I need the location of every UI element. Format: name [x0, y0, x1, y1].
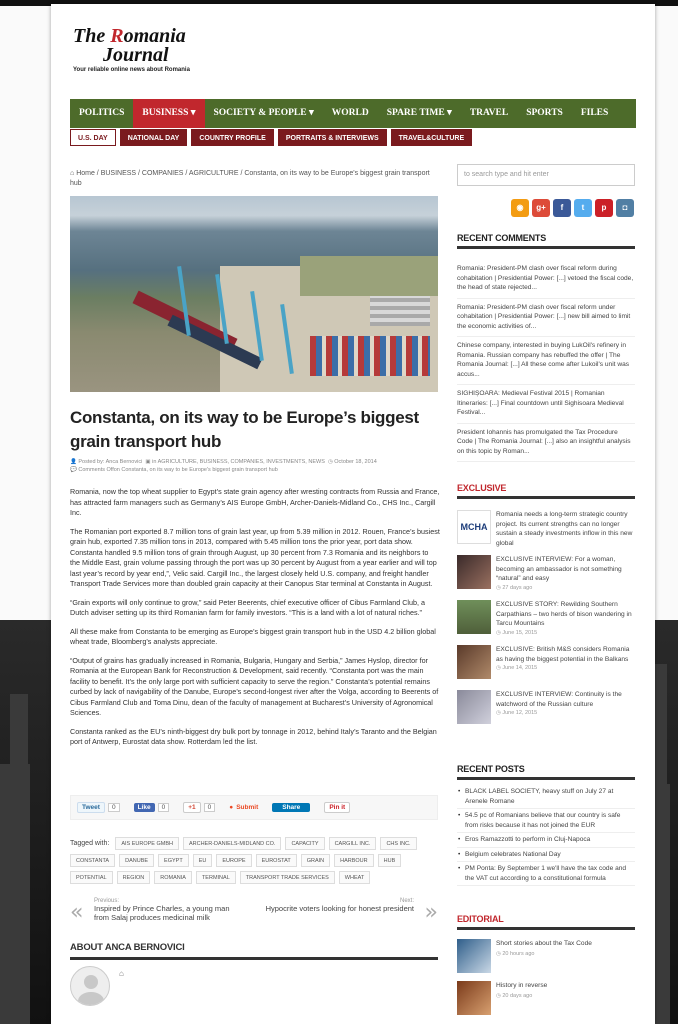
google-plus-button[interactable]: +1 0	[183, 802, 215, 813]
home-icon[interactable]: ⌂	[119, 969, 124, 978]
tag-list: Tagged with: AIS EUROPE GMBH ARCHER-DANIELS-MIDLAND CO. CAPACITY CARGILL INC. CHS INC. CONSTANTA DANUBE EGYPT EU EUROPE EUROSTAT GRAIN HARBOUR HUB POTENTIAL REGION ROMANIA TERMINAL TRANSPORT TRADE SERVICES WHEAT	[70, 837, 440, 884]
comments-icon: 💬	[70, 467, 77, 473]
tag[interactable]: EUROSTAT	[256, 854, 297, 867]
tag[interactable]: HARBOUR	[334, 854, 374, 867]
tag[interactable]: POTENTIAL	[70, 871, 113, 884]
share-bar	[70, 795, 438, 820]
tag[interactable]: GRAIN	[301, 854, 330, 867]
tag[interactable]: CONSTANTA	[70, 854, 115, 867]
recent-post-item[interactable]: • BLACK LABEL SOCIETY, heavy stuff on July 27 at Arenele Romane	[457, 785, 635, 809]
recent-post-item[interactable]: • 54.5 pc of Romanians believe that our country is safe from risks because it has not joined the EUR	[457, 809, 635, 833]
instagram-icon[interactable]: ◘	[616, 199, 634, 217]
tag[interactable]: DANUBE	[119, 854, 154, 867]
nav-travel[interactable]: TRAVEL	[469, 108, 509, 118]
exclusive-item[interactable]: EXCLUSIVE INTERVIEW: For a woman, becoming an ambassador is not something “natural” and easy ◷ 27 days ago	[457, 555, 635, 593]
main-nav	[70, 99, 636, 128]
exclusive-item[interactable]: EXCLUSIVE INTERVIEW: Continuity is the watchword of the Russian culture ◷ June 12, 2015	[457, 690, 635, 728]
clock-icon: ◷	[496, 584, 503, 591]
clock-icon: ◷	[496, 710, 503, 716]
subnav-portraits-interviews[interactable]: PORTRAITS & INTERVIEWS	[278, 129, 387, 146]
exclusive-thumbnail	[457, 600, 491, 634]
comment-item[interactable]: SIGHIȘOARA: Medieval Festival 2015 | Romanian Itineraries: [...] Final countdown until Sighisoara Medieval Festival...	[457, 387, 635, 424]
subnav-us-day[interactable]: U.S. DAY	[70, 129, 116, 146]
stumbleupon-icon: ●	[229, 804, 234, 811]
breadcrumb: ⌂ Home / BUSINESS / COMPANIES / AGRICULTURE / Constanta, on its way to be Europe's biggest grain transport hub	[70, 170, 430, 187]
exclusive-thumbnail	[457, 645, 491, 679]
twitter-icon[interactable]: t	[574, 199, 592, 217]
next-arrow-icon[interactable]: »	[424, 900, 438, 925]
editorial-item[interactable]: Short stories about the Tax Code ◷ 20 hours ago	[457, 939, 635, 973]
nav-spare-time[interactable]: SPARE TIME ▾	[386, 108, 452, 118]
nav-business[interactable]: BUSINESS ▾	[133, 99, 204, 128]
tag[interactable]: CHS INC.	[380, 837, 416, 850]
editorial-heading: EDITORIAL	[457, 914, 635, 930]
clock-icon: ◷	[496, 992, 503, 999]
tag[interactable]: WHEAT	[339, 871, 370, 884]
nav-society-people[interactable]: SOCIETY & PEOPLE ▾	[213, 108, 314, 118]
article-title: Constanta, on its way to be Europe’s biggest grain transport hub	[70, 408, 419, 451]
exclusive-item[interactable]: MCHA Romania needs a long-term strategic country project. Its current strengths can no longer sustain a steady investments inflow in this new global	[457, 510, 635, 548]
article-paragraph: All these make from Constanta to be emerging as Europe’s biggest grain transport hub in the USD 4.2 billion global wheat trade, Bloomberg’s analysts appreciate.	[70, 626, 436, 646]
tag[interactable]: CAPACITY	[285, 837, 324, 850]
tag[interactable]: REGION	[117, 871, 151, 884]
pinterest-button[interactable]: Pin it	[324, 802, 350, 813]
clock-icon: ◷	[496, 950, 503, 957]
editorial-item[interactable]: History in reverse ◷ 20 days ago	[457, 981, 635, 1015]
linkedin-share-button[interactable]: Share	[272, 803, 310, 812]
article-meta: 👤 Posted by: Anca Bernovici ▣ in AGRICULTURE, BUSINESS, COMPANIES, INVESTMENTS, NEWS ◷ October 18, 2014 💬 Comments Offon Constanta, on its way to be Europe's biggest grain transport hub	[70, 459, 377, 473]
tag[interactable]: CARGILL INC.	[329, 837, 377, 850]
recent-post-item[interactable]: • Belgium celebrates National Day	[457, 848, 635, 863]
article-paragraph: Constanta ranked as the EU’s ninth-biggest dry bulk port by tonnage in 2012, behind Italy’s Taranto and the Belgian port of Antwerp, Eurostat data show. Rotterdam led the list.	[70, 726, 437, 746]
prev-arrow-icon[interactable]: «	[70, 900, 84, 925]
nav-files[interactable]: FILES	[580, 108, 609, 118]
facebook-like-button[interactable]: Like 0	[134, 803, 170, 812]
recent-posts-heading: RECENT POSTS	[457, 764, 635, 780]
tweet-button[interactable]: Tweet 0	[77, 802, 120, 813]
recent-post-item[interactable]: • PM Ponta: By September 1 we'll have the tax code and the VAT cut according to a constitutional formula	[457, 862, 635, 886]
tag[interactable]: ROMANIA	[154, 871, 192, 884]
subnav-travel-culture[interactable]: TRAVEL&CULTURE	[391, 129, 472, 146]
page-container	[51, 4, 655, 1024]
tag[interactable]: HUB	[378, 854, 402, 867]
clock-icon: ◷	[496, 629, 503, 636]
nav-politics[interactable]: POLITICS	[79, 108, 125, 118]
site-logo[interactable]: The Romania Journal Your reliable online news about Romania	[73, 25, 190, 73]
social-icons	[511, 199, 634, 217]
search-input[interactable]: to search type and hit enter	[457, 164, 635, 186]
tag[interactable]: EGYPT	[158, 854, 189, 867]
editorial-list	[457, 939, 635, 1023]
nav-world[interactable]: WORLD	[331, 108, 369, 118]
recent-posts-list	[457, 785, 635, 886]
pinterest-icon[interactable]: p	[595, 199, 613, 217]
rss-icon[interactable]: ◉	[511, 199, 529, 217]
exclusive-thumbnail: MCHA	[457, 510, 491, 544]
home-icon[interactable]: ⌂	[70, 170, 77, 177]
exclusive-list	[457, 510, 635, 735]
clock-icon: ◷	[327, 459, 333, 465]
recent-comments-heading: RECENT COMMENTS	[457, 233, 635, 249]
author-icon: 👤	[70, 459, 77, 465]
stumble-submit-button[interactable]: ● Submit	[229, 804, 259, 811]
prev-post-link[interactable]: Previous: Inspired by Prince Charles, a young man from Salaj produces medicinal milk	[94, 898, 230, 922]
article-hero-image	[70, 196, 438, 392]
about-author-heading: ABOUT ANCA BERNOVICI	[70, 942, 438, 960]
exclusive-thumbnail	[457, 690, 491, 724]
exclusive-thumbnail	[457, 555, 491, 589]
subnav-national-day[interactable]: NATIONAL DAY	[120, 129, 188, 146]
article-body	[70, 487, 440, 756]
recent-post-item[interactable]: • Eros Ramazzotti to perform in Cluj-Napoca	[457, 833, 635, 848]
subnav-country-profile[interactable]: COUNTRY PROFILE	[191, 129, 274, 146]
author-avatar	[70, 966, 110, 1006]
tag[interactable]: ARCHER-DANIELS-MIDLAND CO.	[183, 837, 281, 850]
google-plus-icon[interactable]: g+	[532, 199, 550, 217]
site-tagline: Your reliable online news about Romania	[73, 67, 190, 73]
clock-icon: ◷	[496, 665, 503, 671]
exclusive-item[interactable]: EXCLUSIVE STORY: Rewilding Southern Carpathians – two herds of bison wandering in Tarcu Mountains ◷ June 15, 2015	[457, 600, 635, 638]
nav-sports[interactable]: SPORTS	[526, 108, 563, 118]
comment-item[interactable]: President Iohannis has promulgated the Tax Procedure Code | The Romania Journal: [...] also an insightful analysis on this topic by Roman...	[457, 426, 635, 463]
recent-comments-list	[457, 262, 635, 464]
post-navigation	[70, 898, 438, 930]
article-paragraph: “Grain exports will only continue to grow,” said Peter Beerents, chief executive officer of Cibus Farmland Club, a Dutch adviser setting up its third Romanian farm for family investors. “This is a land with a lot of natural riches.”	[70, 597, 426, 617]
tag[interactable]: AIS EUROPE GMBH	[115, 837, 179, 850]
comment-item[interactable]: Romania: President-PM clash over fiscal reform during cohabitation | Presidential Power: [...] vetoed the fiscal code, the head of state rejected...	[457, 262, 635, 299]
tag[interactable]: TERMINAL	[196, 871, 236, 884]
sub-nav	[70, 129, 472, 146]
comment-item[interactable]: Chinese company, interested in buying LukOil's refinery in Romania. Russian company has rebuffed the offer | The Romania Journal: [...] All these come after Lukoil's unit was accus...	[457, 339, 635, 385]
article-paragraph: The Romanian port exported 8.7 million tons of grain last year, up from 5.39 million in 2012. Rouen, France’s busiest grain hub, exported 7.35 million tons in 2013, compared with 5.45 million tons the prior year, port data show. Constanta handled 9.5 million tons of grain through August, up 30 percent from 7.3 Romania and its neighbors to the Middle East, grain volume passing through the port was up 30 percent by August from a year earlier and will top last year’s record by year end,”, Velic said. Cargill Inc., the largest closely held U.S. company, and freight handler Transport Trade Services more than doubled grain capacity at their Canopus Star terminal at Constanta in August.	[70, 526, 440, 588]
editorial-thumbnail	[457, 939, 491, 973]
article-paragraph: “Output of grains has gradually increased in Romania, Bulgaria, Hungary and Serbia,” James Hyslop, director for Romania at the European Bank for Reconstruction & Development, said recently. “Constanta port was the main facility to benefit. It’s the only large port with sufficient capacity to serve the region.” Constanta’s potential remains curbed by lack of navigability of the Danube, Europe’s second-longest river after the Volga, according to Beerents of Cibus Farmland Club and Toma Dinu, dean of the faculty of management at Bucharest’s University of Agronomical Sciences.	[70, 655, 439, 717]
tag[interactable]: TRANSPORT TRADE SERVICES	[240, 871, 335, 884]
tag[interactable]: EUROPE	[216, 854, 251, 867]
next-post-link[interactable]: Next: Hypocrite voters looking for honest president	[265, 898, 414, 913]
exclusive-heading: EXCLUSIVE	[457, 483, 635, 499]
comment-item[interactable]: Romania: President-PM clash over fiscal reform under cohabitation | Presidential Power: [...] new bill aimed to limit the economic activities of...	[457, 301, 635, 338]
tag[interactable]: EU	[193, 854, 213, 867]
facebook-icon[interactable]: f	[553, 199, 571, 217]
editorial-thumbnail	[457, 981, 491, 1015]
exclusive-item[interactable]: EXCLUSIVE: British M&S considers Romania as having the biggest potential in the Balkans ◷ June 14, 2015	[457, 645, 635, 683]
folder-icon: ▣	[145, 459, 151, 465]
article-paragraph: Romania, now the top wheat supplier to Egypt’s state grain agency after wresting contracts from Russia and France, has attracted farm managers such as Germany’s AIS Europe GmbH, Archer-Daniels-Midland Co., CHS Inc., Cargill Inc.	[70, 487, 440, 517]
